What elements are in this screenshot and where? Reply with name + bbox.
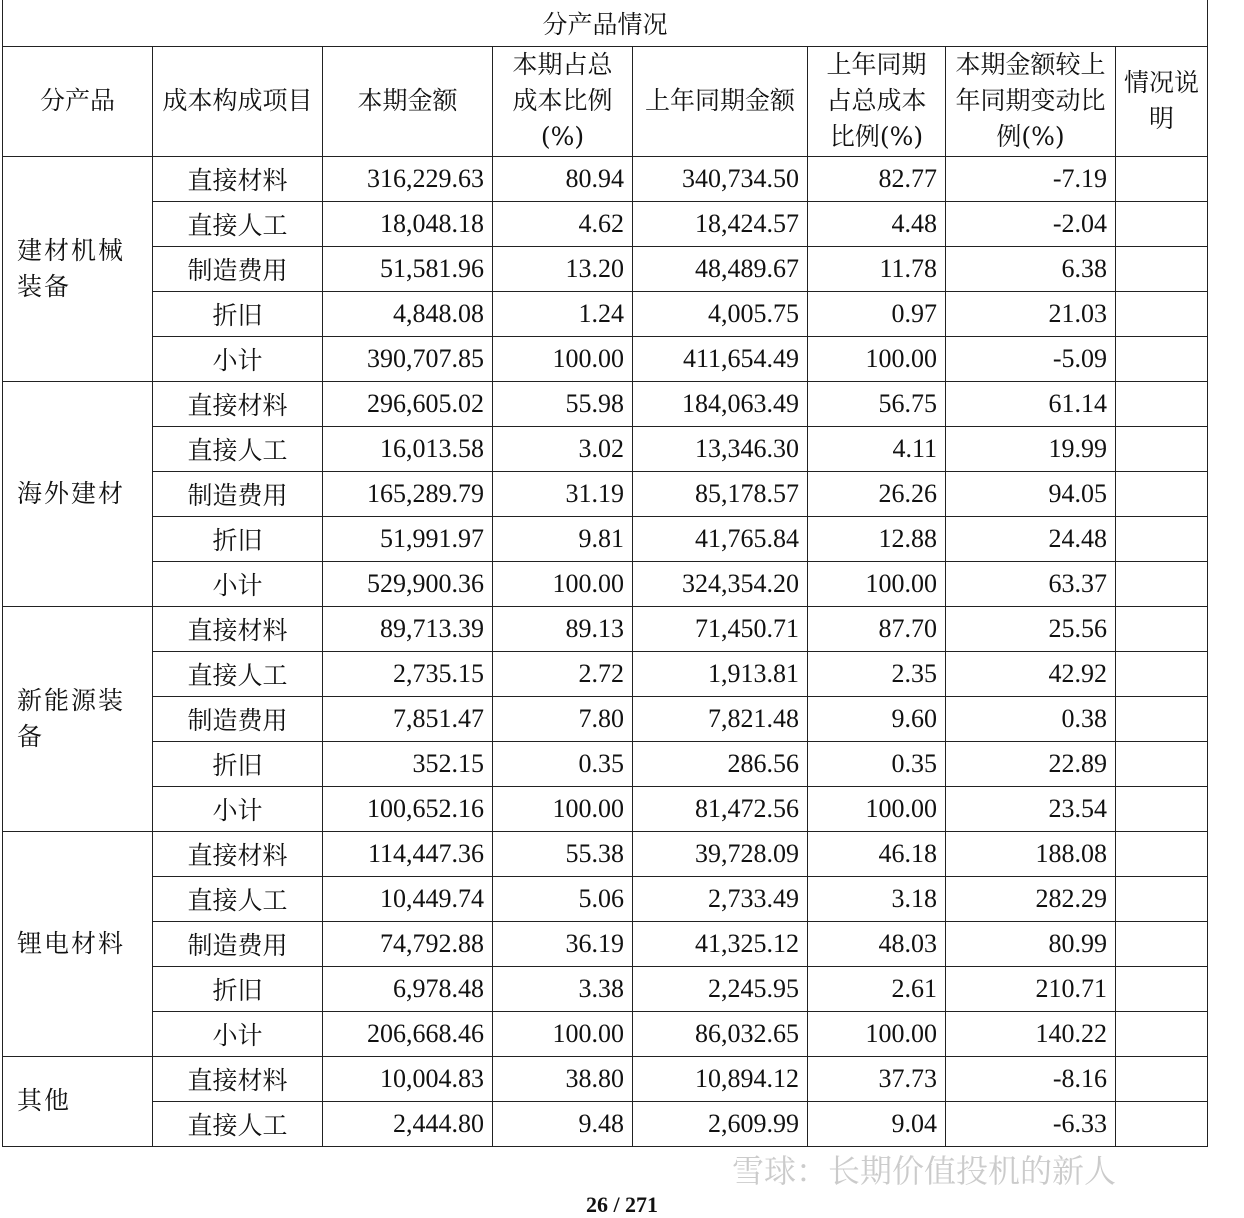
notes: [1116, 516, 1208, 561]
current-pct: 89.13: [493, 606, 633, 651]
current-amount: 2,444.80: [323, 1101, 493, 1146]
product-name: 新能源装备: [3, 606, 153, 831]
current-pct: 31.19: [493, 471, 633, 516]
current-pct: 80.94: [493, 156, 633, 201]
prior-pct: 9.04: [808, 1101, 946, 1146]
change-pct: -7.19: [946, 156, 1116, 201]
current-amount: 390,707.85: [323, 336, 493, 381]
current-pct: 55.38: [493, 831, 633, 876]
cost-item: 小计: [153, 561, 323, 606]
notes: [1116, 651, 1208, 696]
prior-amount: 7,821.48: [633, 696, 808, 741]
table-row: [3, 291, 1208, 336]
prior-amount: 2,609.99: [633, 1101, 808, 1146]
header-current-amount: 本期金额: [323, 46, 493, 156]
current-pct: 100.00: [493, 786, 633, 831]
cost-item: 直接人工: [153, 201, 323, 246]
product-name: 其他: [3, 1056, 153, 1146]
prior-amount: 2,733.49: [633, 876, 808, 921]
notes: [1116, 876, 1208, 921]
current-amount: 16,013.58: [323, 426, 493, 471]
notes: [1116, 831, 1208, 876]
cost-item: 制造费用: [153, 921, 323, 966]
current-pct: 9.81: [493, 516, 633, 561]
table-row: [3, 921, 1208, 966]
table-row: [3, 831, 1208, 876]
current-pct: 2.72: [493, 651, 633, 696]
prior-pct: 82.77: [808, 156, 946, 201]
change-pct: 42.92: [946, 651, 1116, 696]
change-pct: 210.71: [946, 966, 1116, 1011]
prior-pct: 56.75: [808, 381, 946, 426]
change-pct: 80.99: [946, 921, 1116, 966]
current-pct: 3.02: [493, 426, 633, 471]
change-pct: -6.33: [946, 1101, 1116, 1146]
current-amount: 51,581.96: [323, 246, 493, 291]
current-pct: 100.00: [493, 561, 633, 606]
table-row: [3, 741, 1208, 786]
prior-pct: 11.78: [808, 246, 946, 291]
current-pct: 100.00: [493, 336, 633, 381]
current-pct: 3.38: [493, 966, 633, 1011]
prior-amount: 86,032.65: [633, 1011, 808, 1056]
notes: [1116, 921, 1208, 966]
prior-pct: 3.18: [808, 876, 946, 921]
current-amount: 114,447.36: [323, 831, 493, 876]
prior-amount: 71,450.71: [633, 606, 808, 651]
cost-item: 直接材料: [153, 381, 323, 426]
notes: [1116, 156, 1208, 201]
prior-pct: 100.00: [808, 336, 946, 381]
prior-pct: 2.61: [808, 966, 946, 1011]
table-row: [3, 561, 1208, 606]
cost-item: 直接材料: [153, 831, 323, 876]
current-pct: 100.00: [493, 1011, 633, 1056]
current-amount: 89,713.39: [323, 606, 493, 651]
table-row: [3, 1101, 1208, 1146]
cost-item: 折旧: [153, 291, 323, 336]
cost-item: 小计: [153, 1011, 323, 1056]
notes: [1116, 1101, 1208, 1146]
change-pct: 22.89: [946, 741, 1116, 786]
current-pct: 55.98: [493, 381, 633, 426]
prior-amount: 10,894.12: [633, 1056, 808, 1101]
table-row: [3, 336, 1208, 381]
notes: [1116, 336, 1208, 381]
current-amount: 352.15: [323, 741, 493, 786]
table-row: [3, 201, 1208, 246]
prior-amount: 324,354.20: [633, 561, 808, 606]
cost-item: 直接人工: [153, 876, 323, 921]
notes: [1116, 291, 1208, 336]
notes: [1116, 381, 1208, 426]
change-pct: 140.22: [946, 1011, 1116, 1056]
notes: [1116, 606, 1208, 651]
prior-pct: 0.35: [808, 741, 946, 786]
table-row: [3, 1056, 1208, 1101]
cost-item: 小计: [153, 336, 323, 381]
prior-pct: 26.26: [808, 471, 946, 516]
table-row: [3, 606, 1208, 651]
cost-item: 折旧: [153, 516, 323, 561]
prior-amount: 48,489.67: [633, 246, 808, 291]
notes: [1116, 561, 1208, 606]
notes: [1116, 696, 1208, 741]
cost-item: 制造费用: [153, 246, 323, 291]
table-row: [3, 156, 1208, 201]
notes: [1116, 246, 1208, 291]
current-amount: 74,792.88: [323, 921, 493, 966]
prior-pct: 9.60: [808, 696, 946, 741]
current-pct: 9.48: [493, 1101, 633, 1146]
prior-amount: 184,063.49: [633, 381, 808, 426]
table-row: [3, 696, 1208, 741]
change-pct: 188.08: [946, 831, 1116, 876]
notes: [1116, 966, 1208, 1011]
current-amount: 7,851.47: [323, 696, 493, 741]
page-number: 26 / 271: [585, 1192, 659, 1217]
prior-amount: 1,913.81: [633, 651, 808, 696]
change-pct: -2.04: [946, 201, 1116, 246]
table-row: [3, 876, 1208, 921]
product-name: 建材机械装备: [3, 156, 153, 381]
prior-amount: 4,005.75: [633, 291, 808, 336]
prior-pct: 100.00: [808, 561, 946, 606]
header-product: 分产品: [3, 46, 153, 156]
table-row: [3, 651, 1208, 696]
current-amount: 100,652.16: [323, 786, 493, 831]
prior-amount: 18,424.57: [633, 201, 808, 246]
current-amount: 2,735.15: [323, 651, 493, 696]
notes: [1116, 201, 1208, 246]
notes: [1116, 1011, 1208, 1056]
prior-pct: 12.88: [808, 516, 946, 561]
current-amount: 165,289.79: [323, 471, 493, 516]
cost-item: 制造费用: [153, 471, 323, 516]
notes: [1116, 1056, 1208, 1101]
current-pct: 38.80: [493, 1056, 633, 1101]
table-row: [3, 246, 1208, 291]
table-row: [3, 1011, 1208, 1056]
prior-pct: 4.48: [808, 201, 946, 246]
change-pct: 0.38: [946, 696, 1116, 741]
prior-amount: 340,734.50: [633, 156, 808, 201]
notes: [1116, 741, 1208, 786]
current-pct: 1.24: [493, 291, 633, 336]
cost-item: 折旧: [153, 966, 323, 1011]
header-notes: 情况说明: [1116, 46, 1208, 156]
prior-amount: 81,472.56: [633, 786, 808, 831]
current-pct: 13.20: [493, 246, 633, 291]
change-pct: 19.99: [946, 426, 1116, 471]
prior-pct: 0.97: [808, 291, 946, 336]
product-name: 海外建材: [3, 381, 153, 606]
prior-amount: 85,178.57: [633, 471, 808, 516]
cost-item: 直接材料: [153, 1056, 323, 1101]
current-amount: 529,900.36: [323, 561, 493, 606]
prior-amount: 286.56: [633, 741, 808, 786]
cost-item: 直接人工: [153, 651, 323, 696]
current-amount: 316,229.63: [323, 156, 493, 201]
header-current-pct: 本期占总成本比例(%): [493, 46, 633, 156]
table-title: 分产品情况: [3, 0, 1208, 46]
change-pct: -8.16: [946, 1056, 1116, 1101]
table-row: [3, 786, 1208, 831]
table-row: [3, 966, 1208, 1011]
prior-amount: 41,325.12: [633, 921, 808, 966]
current-amount: 296,605.02: [323, 381, 493, 426]
prior-pct: 100.00: [808, 786, 946, 831]
header-cost-item: 成本构成项目: [153, 46, 323, 156]
header-prior-pct: 上年同期占总成本比例(%): [808, 46, 946, 156]
cost-item: 直接材料: [153, 156, 323, 201]
notes: [1116, 426, 1208, 471]
prior-pct: 2.35: [808, 651, 946, 696]
cost-item: 直接人工: [153, 1101, 323, 1146]
header-change-pct: 本期金额较上年同期变动比例(%): [946, 46, 1116, 156]
change-pct: 25.56: [946, 606, 1116, 651]
current-amount: 4,848.08: [323, 291, 493, 336]
prior-pct: 48.03: [808, 921, 946, 966]
prior-pct: 46.18: [808, 831, 946, 876]
notes: [1116, 786, 1208, 831]
current-amount: 6,978.48: [323, 966, 493, 1011]
change-pct: 6.38: [946, 246, 1116, 291]
current-pct: 36.19: [493, 921, 633, 966]
change-pct: 23.54: [946, 786, 1116, 831]
cost-item: 折旧: [153, 741, 323, 786]
current-pct: 5.06: [493, 876, 633, 921]
header-prior-amount: 上年同期金额: [633, 46, 808, 156]
current-pct: 0.35: [493, 741, 633, 786]
change-pct: 282.29: [946, 876, 1116, 921]
cost-table: [2, 0, 1208, 1147]
cost-item: 直接人工: [153, 426, 323, 471]
current-amount: 51,991.97: [323, 516, 493, 561]
prior-amount: 39,728.09: [633, 831, 808, 876]
change-pct: -5.09: [946, 336, 1116, 381]
prior-amount: 13,346.30: [633, 426, 808, 471]
prior-pct: 87.70: [808, 606, 946, 651]
notes: [1116, 471, 1208, 516]
prior-amount: 2,245.95: [633, 966, 808, 1011]
table-row: [3, 471, 1208, 516]
change-pct: 24.48: [946, 516, 1116, 561]
current-pct: 7.80: [493, 696, 633, 741]
watermark: 雪球：长期价值投机的新人: [732, 1152, 1117, 1190]
prior-amount: 41,765.84: [633, 516, 808, 561]
prior-amount: 411,654.49: [633, 336, 808, 381]
product-name: 锂电材料: [3, 831, 153, 1056]
current-pct: 4.62: [493, 201, 633, 246]
cost-item: 直接材料: [153, 606, 323, 651]
prior-pct: 100.00: [808, 1011, 946, 1056]
prior-pct: 37.73: [808, 1056, 946, 1101]
current-amount: 206,668.46: [323, 1011, 493, 1056]
table-row: [3, 516, 1208, 561]
table-row: [3, 426, 1208, 471]
cost-item: 小计: [153, 786, 323, 831]
change-pct: 61.14: [946, 381, 1116, 426]
prior-pct: 4.11: [808, 426, 946, 471]
change-pct: 21.03: [946, 291, 1116, 336]
change-pct: 63.37: [946, 561, 1116, 606]
change-pct: 94.05: [946, 471, 1116, 516]
table-row: [3, 381, 1208, 426]
current-amount: 18,048.18: [323, 201, 493, 246]
current-amount: 10,449.74: [323, 876, 493, 921]
current-amount: 10,004.83: [323, 1056, 493, 1101]
cost-item: 制造费用: [153, 696, 323, 741]
